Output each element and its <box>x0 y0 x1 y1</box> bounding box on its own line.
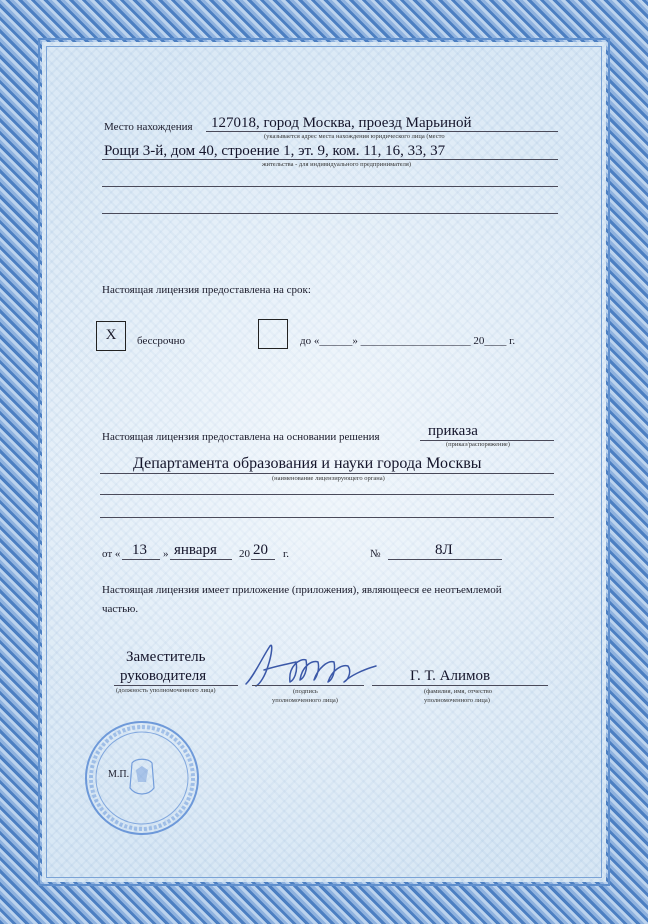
checkbox-mark: X <box>105 327 117 343</box>
basis-authority-value: Департамента образования и науки города Москвы <box>133 455 482 472</box>
signature <box>236 636 386 696</box>
signature-hint-line2: уполномоченного лица) <box>272 697 338 704</box>
basis-line3 <box>100 517 554 518</box>
decision-month: января <box>174 542 217 558</box>
location-line4 <box>102 213 558 214</box>
basis-authority-line <box>100 473 554 474</box>
name-hint-line2: уполномоченного лица) <box>424 697 490 704</box>
decision-number-label: № <box>370 548 381 560</box>
decision-day: 13 <box>132 542 147 558</box>
option-until-label: до «______» ____________________ 20____ г. <box>300 335 516 347</box>
checkbox-until <box>258 319 288 349</box>
name-line <box>372 685 548 686</box>
position-line <box>114 685 238 686</box>
decision-year-suffix: 20 <box>253 542 268 558</box>
location-line3 <box>102 186 558 187</box>
basis-type-hint: (приказ/распоряжение) <box>446 441 510 448</box>
decision-number-value: 8Л <box>435 542 453 558</box>
decision-year-line <box>251 559 275 560</box>
location-line1 <box>206 131 558 132</box>
basis-label: Настоящая лицензия предоставлена на основании решения <box>102 431 380 443</box>
official-seal <box>72 718 212 838</box>
basis-authority-hint: (наименование лицензирующего органа) <box>272 475 385 482</box>
decision-day-close: » <box>163 548 169 560</box>
signatory-position-line2: руководителя <box>120 668 207 684</box>
option-unlimited-label: бессрочно <box>137 335 186 347</box>
location-label: Место нахождения <box>104 121 193 133</box>
signature-hint-line1: (подпись <box>293 688 318 695</box>
decision-day-line <box>122 559 160 560</box>
stamp-label: М.П. <box>108 769 130 780</box>
decision-from: от « <box>102 548 121 560</box>
signatory-name: Г. Т. Алимов <box>410 668 491 684</box>
decision-number-line <box>388 559 502 560</box>
name-hint-line1: (фамилия, имя, отчество <box>424 688 492 695</box>
decision-month-line <box>170 559 232 560</box>
location-line2 <box>102 159 558 160</box>
location-hint2: жительства - для индивидуального предпринимателя) <box>262 161 412 168</box>
checkbox-unlimited <box>96 321 126 351</box>
decision-year-unit: г. <box>283 548 290 560</box>
location-hint: (указывается адрес места нахождения юридического лица (место <box>264 133 445 140</box>
location-value-line1: 127018, город Москва, проезд Марьиной <box>211 115 472 131</box>
basis-type-value: приказа <box>428 423 478 439</box>
basis-line2 <box>100 494 554 495</box>
location-value-line2: Рощи 3-й, дом 40, строение 1, эт. 9, ком. 11, 16, 33, 37 <box>104 143 446 159</box>
term-label: Настоящая лицензия предоставлена на срок: <box>102 284 311 296</box>
signatory-position-line1: Заместитель <box>126 649 206 665</box>
position-hint: (должность уполномоченного лица) <box>116 687 216 694</box>
appendix-text-line2: частью. <box>102 603 139 615</box>
decision-year-prefix: 20 <box>239 548 250 560</box>
signature-line <box>252 685 364 686</box>
appendix-text-line1: Настоящая лицензия имеет приложение (приложения), являющееся ее неотъемлемой <box>102 584 502 596</box>
